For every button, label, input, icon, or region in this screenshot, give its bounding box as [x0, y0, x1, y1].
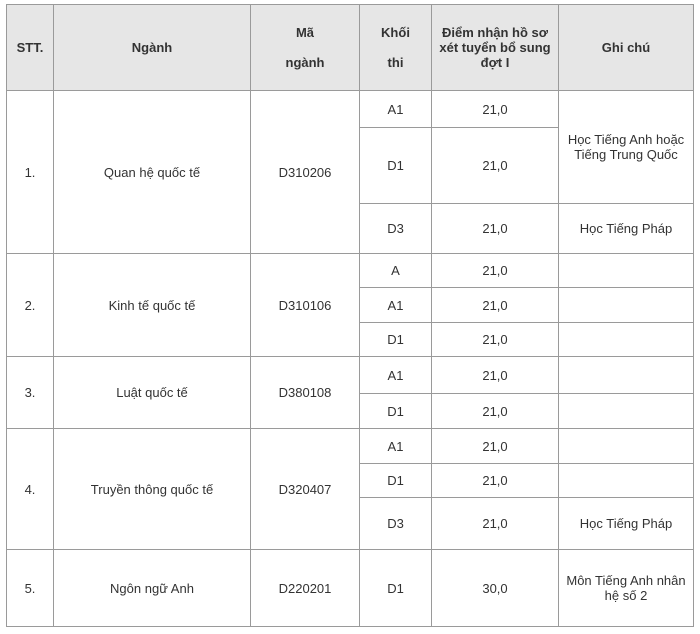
cell-nganh: Truyền thông quốc tế: [54, 429, 251, 550]
cell-diem: 21,0: [432, 429, 559, 464]
cell-ghi-chu: Học Tiếng Pháp: [559, 204, 694, 254]
cell-ma-nganh: D220201: [251, 550, 360, 627]
cell-ma-nganh: D310106: [251, 254, 360, 357]
header-ghi-chu: Ghi chú: [559, 5, 694, 91]
header-ma-line2: ngành: [285, 54, 325, 70]
cell-stt: 2.: [7, 254, 54, 357]
cell-stt: 1.: [7, 91, 54, 254]
cell-diem: 30,0: [432, 550, 559, 627]
cell-khoi: A1: [360, 288, 432, 323]
cell-khoi: D1: [360, 550, 432, 627]
cell-ma-nganh: D380108: [251, 357, 360, 429]
cell-khoi: D3: [360, 498, 432, 550]
cell-diem: 21,0: [432, 357, 559, 394]
header-nganh: Ngành: [54, 5, 251, 91]
cell-diem: 21,0: [432, 498, 559, 550]
table-row: [7, 429, 694, 464]
cell-stt: 5.: [7, 550, 54, 627]
header-khoi-line2: thi: [387, 54, 404, 70]
cell-ghi-chu: [559, 357, 694, 394]
cell-khoi: D3: [360, 204, 432, 254]
cell-ma-nganh: D320407: [251, 429, 360, 550]
cell-nganh: Kinh tế quốc tế: [54, 254, 251, 357]
cell-diem: 21,0: [432, 254, 559, 288]
cell-diem: 21,0: [432, 464, 559, 498]
cell-nganh: Quan hệ quốc tế: [54, 91, 251, 254]
cell-diem: 21,0: [432, 128, 559, 204]
cell-ma-nganh: D310206: [251, 91, 360, 254]
header-ma-nganh: [251, 5, 360, 91]
cell-diem: 21,0: [432, 394, 559, 429]
table-row: [7, 357, 694, 394]
cell-khoi: A1: [360, 429, 432, 464]
admission-table: [6, 4, 694, 627]
cell-ghi-chu: Môn Tiếng Anh nhân hệ số 2: [559, 550, 694, 627]
header-khoi-thi: [360, 5, 432, 91]
cell-khoi: A1: [360, 357, 432, 394]
cell-diem: 21,0: [432, 204, 559, 254]
header-ma-line1: Mã: [295, 24, 315, 40]
cell-diem: 21,0: [432, 323, 559, 357]
cell-ghi-chu: Học Tiếng Pháp: [559, 498, 694, 550]
cell-nganh: Luật quốc tế: [54, 357, 251, 429]
cell-ghi-chu: [559, 429, 694, 464]
table-row: [7, 254, 694, 288]
table-header-row: [7, 5, 694, 91]
cell-ghi-chu: Học Tiếng Anh hoặc Tiếng Trung Quốc: [559, 91, 694, 204]
cell-khoi: D1: [360, 323, 432, 357]
cell-stt: 4.: [7, 429, 54, 550]
cell-diem: 21,0: [432, 91, 559, 128]
admission-table-wrapper: [6, 4, 694, 627]
cell-ghi-chu: [559, 323, 694, 357]
cell-nganh: Ngôn ngữ Anh: [54, 550, 251, 627]
cell-ghi-chu: [559, 288, 694, 323]
cell-khoi: A1: [360, 91, 432, 128]
table-row: [7, 91, 694, 128]
cell-stt: 3.: [7, 357, 54, 429]
cell-ghi-chu: [559, 254, 694, 288]
cell-khoi: D1: [360, 128, 432, 204]
cell-khoi: D1: [360, 464, 432, 498]
header-khoi-line1: Khối: [381, 24, 410, 40]
cell-ghi-chu: [559, 394, 694, 429]
cell-khoi: D1: [360, 394, 432, 429]
cell-diem: 21,0: [432, 288, 559, 323]
cell-khoi: A: [360, 254, 432, 288]
header-diem: Điểm nhận hồ sơ xét tuyển bổ sung đợt I: [432, 5, 559, 91]
table-row: [7, 550, 694, 627]
header-stt: STT.: [7, 5, 54, 91]
cell-ghi-chu: [559, 464, 694, 498]
